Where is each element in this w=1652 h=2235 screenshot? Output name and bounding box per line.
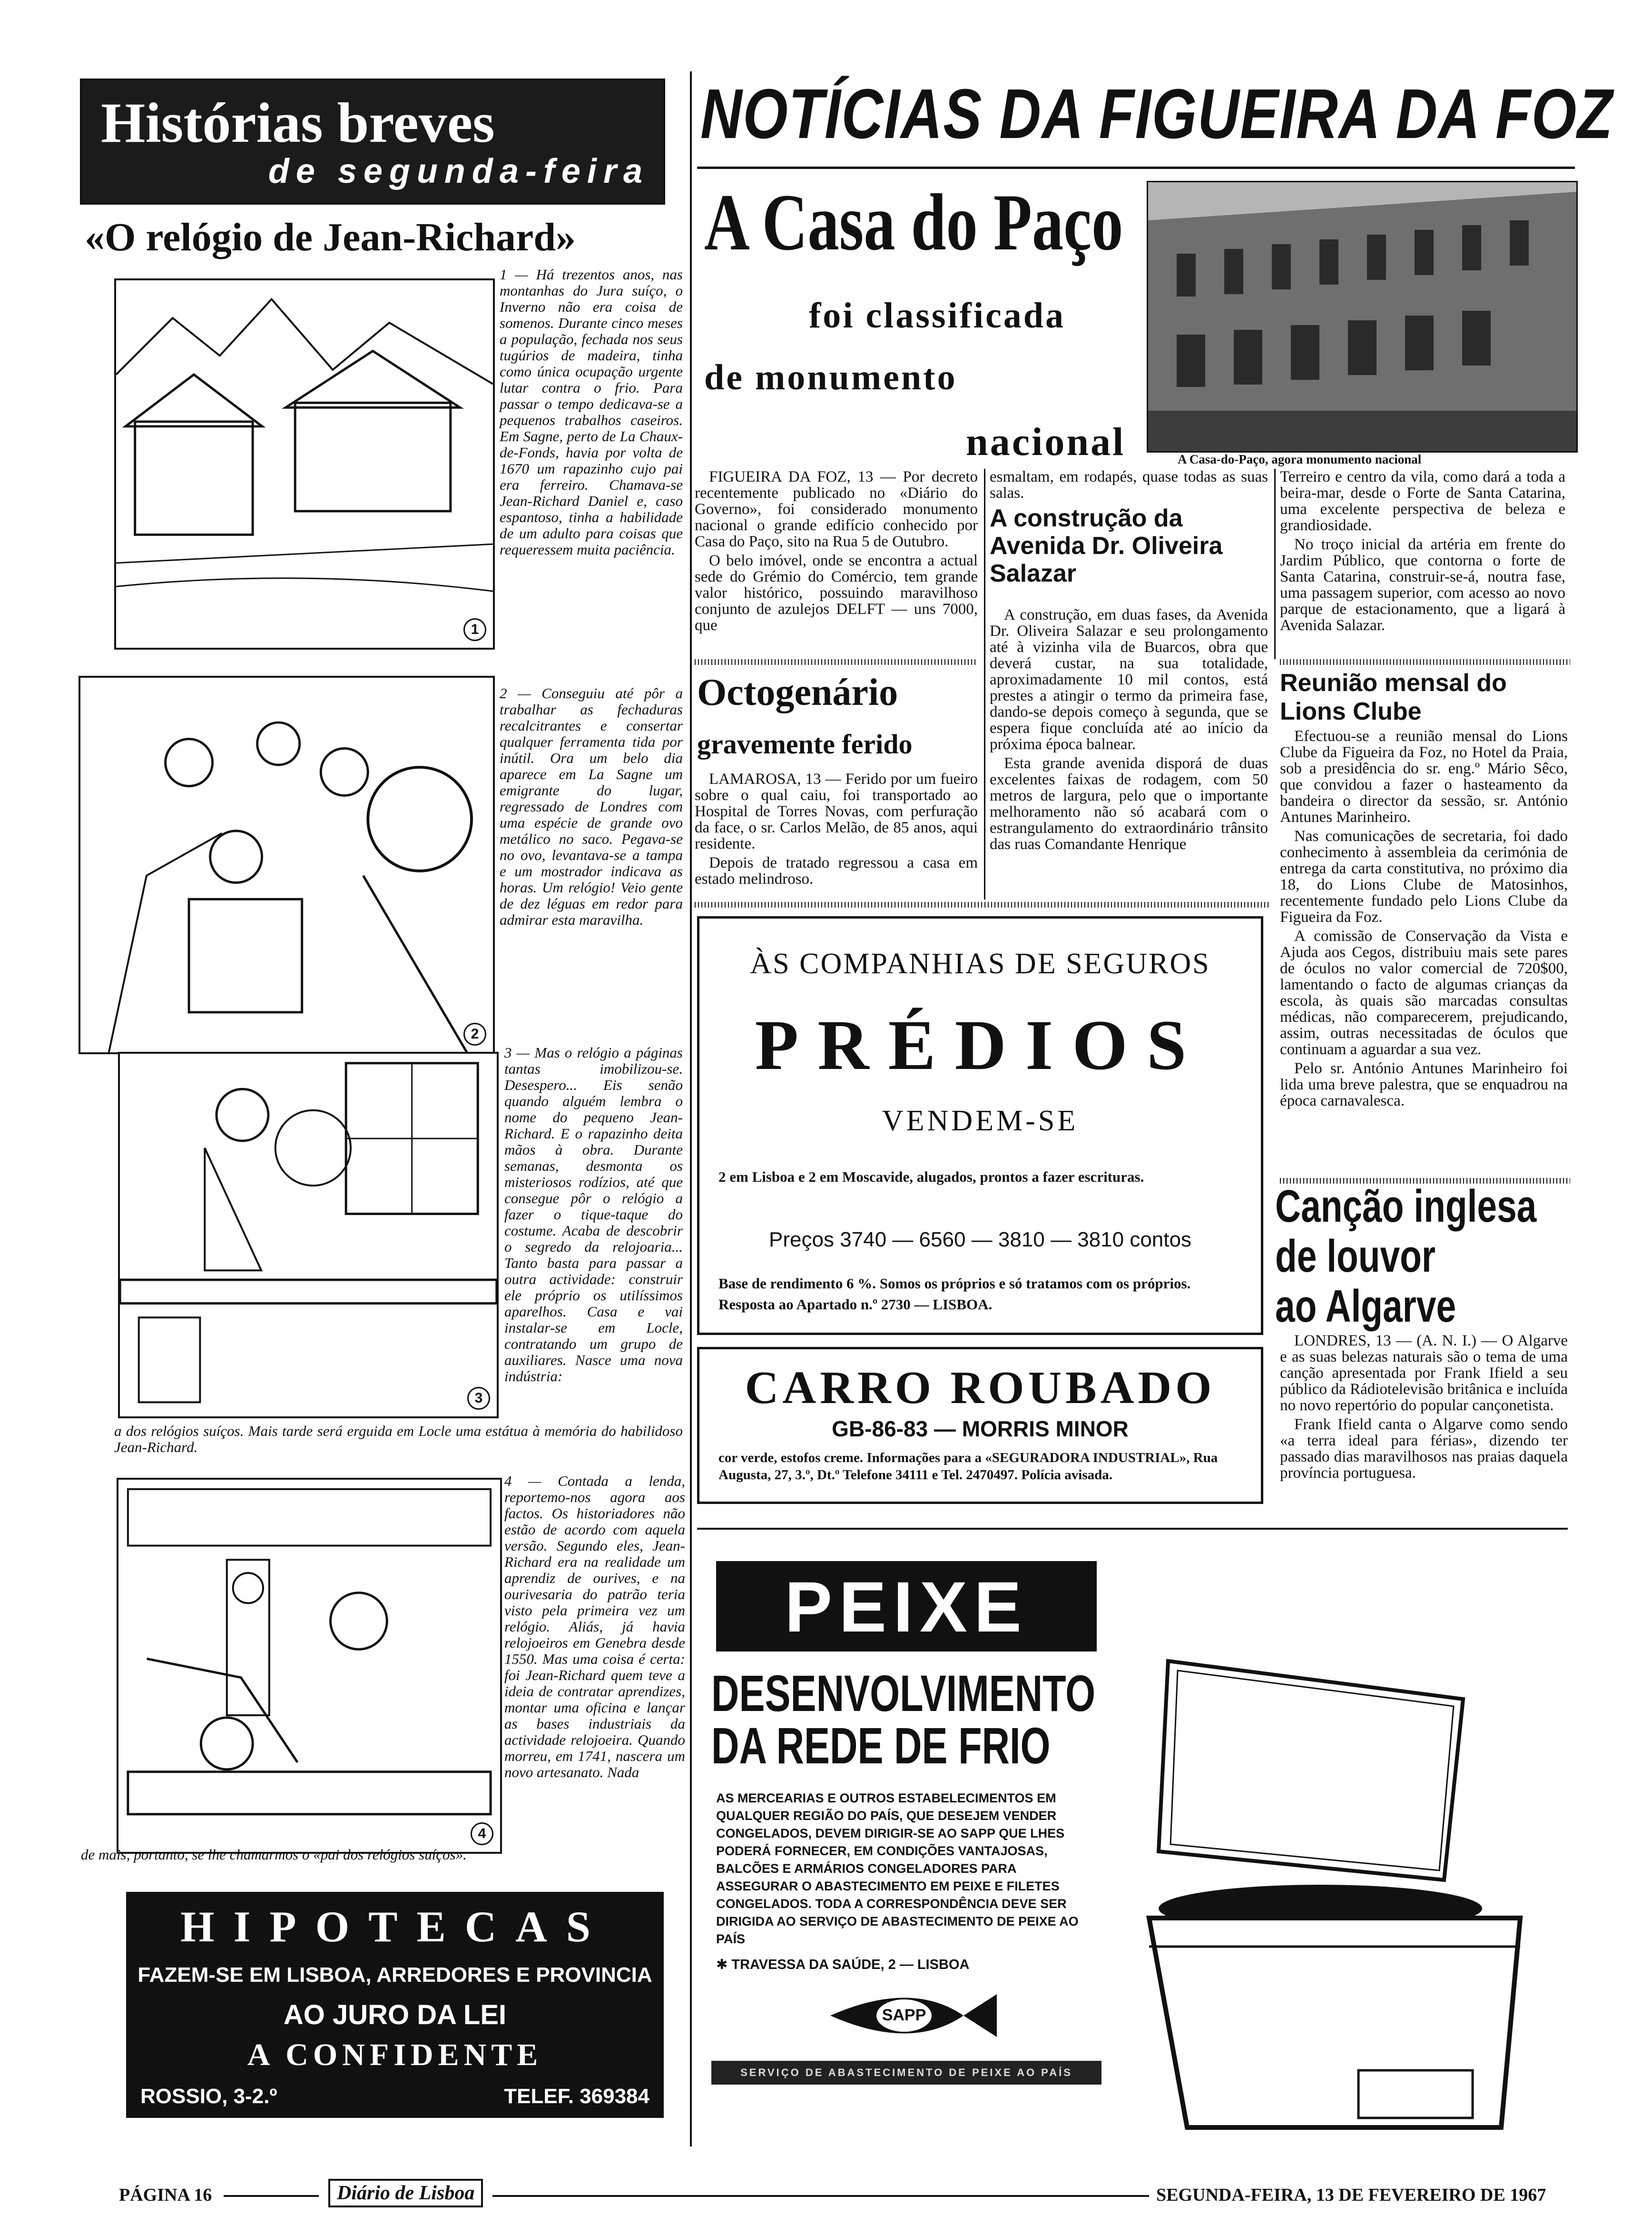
carro-body: cor verde, estofos creme. Informações para a «SEGURADORA INDUSTRIAL», Rua Augusta, 27, 3.º, Dt.º Telefone 34111 e Tel. 2470497. Polícia avisada.: [718, 1450, 1218, 1483]
peixe-body: AS MERCEARIAS E OUTROS ESTABELECIMENTOS EM QUALQUER REGIÃO DO PAÍS, QUE DESEJEM VENDER CONGELADOS, DEVEM DIRIGIR-SE AO SAPP QUE LHES PODERÁ FORNECER, EM CONDIÇÕES VANTAJOSAS, BALCÕES E ARMÁRIOS CONGELADORES PARA ASSEGURAR O ABASTECIMENTO EM PEIXE E FILETES CONGELADOS. TODA A CORRESPONDÊNCIA DEVE SER DIRIGIDA AO SERVIÇO DE ABASTECIMENTO DE PEIXE AO PAÍS: [716, 1791, 1079, 1946]
casa-col3-p2: No troço inicial da artéria em frente do Jardim Público, que contorna o forte de Santa Catarina, construir-se-á, noutra fase, uma passagem superior, com acesso ao novo parque de estacionamento, que a ligará à Avenida Salazar.: [1280, 536, 1565, 634]
hipotecas-title: HIPOTECAS: [180, 1902, 610, 1951]
footer-date: SEGUNDA-FEIRA, 13 DE FEVEREIRO DE 1967: [1156, 2185, 1546, 2205]
workshop-image: [120, 1054, 497, 1416]
seguros-line3: VENDEM-SE: [882, 1105, 1079, 1137]
octo-body: [695, 771, 978, 890]
freezer-chest-icon: [1130, 1652, 1558, 2137]
hipotecas-line4: A CONFIDENTE: [247, 2037, 543, 2072]
panel-4-text: 4 — Contada a lenda, reportemo-nos agora aos factos. Os historiadores não estão de acordo com aquela versão. Segundo eles, Jean-Richard era na realidade um aprendiz de ourives, e na ourivesaria do patrão teria visto pela primeira vez um relógio. Aliás, já havia relojoeiros em Genebra desde 1550. Mas uma coisa é certa: foi Jean-Richard quem teve a ideia de contratar aprendizes, montar uma oficina e lançar as bases industriais da actividade relojoeira. Quando morreu, em 1741, nascera um novo artesanato. Nada: [504, 1473, 685, 1780]
casa-sub1: foi classificada: [809, 296, 1065, 336]
series-banner-line2: de segunda-feira: [268, 152, 649, 190]
seguros-line6: Base de rendimento 6 %. Somos os próprios e só tratamos com os próprios. Resposta ao Apartado n.º 2730 — LISBOA.: [718, 1275, 1191, 1313]
series-banner-line1: Histórias breves: [101, 91, 495, 154]
hipotecas-tel: TELEF. 369384: [504, 2085, 649, 2108]
casa-sub3: nacional: [966, 420, 1126, 464]
cancao-body-p1: LONDRES, 13 — (A. N. I.) — O Algarve e as suas belezas naturais são o tema de uma canção apresentada por Frank Ifield a seu público da Rádiotelevisão britânica e incluída no novo repertório do popular cançonetista.: [1280, 1332, 1568, 1414]
carro-title: CARRO ROUBADO: [745, 1362, 1216, 1414]
building-photo: [1148, 182, 1576, 451]
avenida-body: [990, 607, 1268, 855]
cancao-body-p2: Frank Ifield canta o Algarve como sendo «a terra ideal para férias», dizendo ter passado dias maravilhosos nas praias daquela província portuguesa.: [1280, 1416, 1568, 1482]
peixe-addr: [716, 1956, 969, 1973]
story-title: «O relógio de Jean-Richard»: [85, 215, 576, 259]
peixe-addr-text: TRAVESSA DA SAÚDE, 2 — LISBOA: [731, 1957, 970, 1972]
panel-3-caption: a dos relógios suíços. Mais tarde será erguida em Locle uma estátua à memória do habilidoso Jean-Richard.: [114, 1423, 683, 1455]
seguros-line2: PRÉDIOS: [755, 1006, 1206, 1085]
lions-title: Reunião mensal do Lions Clube: [1280, 669, 1507, 725]
carro-plate: GB-86-83 — MORRIS MINOR: [832, 1416, 1129, 1441]
asterisk-icon: ✱: [716, 1957, 732, 1972]
octo-body-p1: LAMAROSA, 13 — Ferido por um fueiro sobre o qual caiu, foi transportado ao Hospital de Torres Novas, com perfuração da face, o sr. Carlos Melão, de 85 anos, aqui residente.: [695, 771, 978, 852]
mountain-chalet-image: [116, 280, 493, 648]
sapp-logo-text: SAPP: [882, 2006, 926, 2024]
peixe-footer-text: SERVIÇO DE ABASTECIMENTO DE PEIXE AO PAÍS: [740, 2067, 1072, 2078]
panel-number: 1: [463, 618, 486, 641]
masthead-title: NOTÍCIAS DA FIGUEIRA DA FOZ: [700, 75, 1613, 153]
series-banner: [80, 79, 665, 205]
cancao-title-3: ao Algarve: [1275, 1281, 1456, 1332]
panel-4-illustration: [117, 1478, 502, 1854]
peixe-ad: [702, 1561, 1568, 2146]
casa-body: [695, 469, 978, 636]
sapp-logo: [821, 1980, 1002, 2051]
peixe-title: PEIXE: [785, 1567, 1028, 1647]
lions-body: [1280, 728, 1568, 1112]
panel-1-text: 1 — Há trezentos anos, nas montanhas do Jura suíço, o Inverno não era coisa de somenos. Durante cinco meses a população, fechada nos seus tugúrios de madeira, tinha como única ocupação urgente lutar contra o frio. Para passar o tempo dedicava-se a pequenos trabalhos caseiros. Em Sagne, perto de La Chaux-de-Fonds, havia por volta de 1670 um rapazinho cujo pai era ferreiro. Chamava-se Jean-Richard Daniel e, caso espantoso, tinha a habilidade de um adulto para coisas que requeressem muita paciência.: [500, 266, 683, 558]
seguros-line4: 2 em Lisboa e 2 em Moscavide, alugados, prontos a fazer escrituras.: [718, 1168, 1144, 1185]
seguros-line1: ÀS COMPANHIAS DE SEGUROS: [750, 948, 1210, 980]
casa-sub2: de monumento: [704, 357, 957, 397]
lions-body-p4: Pelo sr. António Antunes Marinheiro foi lida uma breve palestra, que se enquadrou na época carnavalesca.: [1280, 1060, 1568, 1109]
casa-photo: [1147, 181, 1578, 453]
footer-paper-name: Diário de Lisboa: [328, 2179, 483, 2207]
cancao-body: [1280, 1333, 1568, 1484]
freezer-image: [1130, 1652, 1558, 2137]
panel-3-text: 3 — Mas o relógio a páginas tantas imobilizou-se. Desespero... Eis senão quando alguém lembra o nome do pequeno Jean-Richard. E o rapazinho deita mãos à obra. Durante semanas, desmonta os misteriosos rodízios, até que consegue pôr o relógio a fazer o tique-taque do costume. Acaba de descobrir o segredo da relojoaria... Tanto basta para passar a outra actividade: construir ele próprio os utilíssimos aparelhos. Casa e vai instalar-se em Locle, contratando um grupo de auxiliares. Nasce uma nova indústria:: [504, 1044, 683, 1385]
avenida-title: A construção da Avenida Dr. Oliveira Salazar: [990, 504, 1223, 587]
panel-number: 3: [467, 1387, 490, 1410]
lions-body-p1: Efectuou-se a reunião mensal do Lions Clube da Figueira da Foz, no Hotel da Praia, sob a presidência do sr. eng.º Mário Sêco, que convidou a fazer o hasteamento da bandeira o director da sessão, sr. António Antunes Marinheiro.: [1280, 728, 1568, 826]
seguros-prices: Preços 3740 — 6560 — 3810 — 3810 contos: [769, 1228, 1191, 1251]
casa-title: A Casa do Paço: [704, 178, 1123, 267]
hipotecas-line3: AO JURO DA LEI: [283, 1999, 507, 2030]
peixe-head1: DESENVOLVIMENTO: [711, 1664, 1096, 1722]
octo-subtitle: gravemente ferido: [697, 729, 913, 760]
cancao-title-2: de louvor: [1275, 1231, 1436, 1282]
panel-2-illustration: [79, 676, 495, 1054]
avenida-body-p1: A construção, em duas fases, da Avenida Dr. Oliveira Salazar e seu prolongamento até à vizinha vila de Buarcos, obra que deverá custar, na sua totalidade, aproximadamente 10 mil contos, está prestes a atingir o termo da primeira fase, dando-se depois começo à segunda, que se espera fique concluída até ao início da próxima época balnear.: [990, 606, 1268, 753]
panel-number: 4: [471, 1822, 493, 1845]
octo-body-p2: Depois de tratado regressou a casa em estado melindroso.: [695, 854, 978, 888]
casa-body-p2: O belo imóvel, onde se encontra a actual sede do Grémio do Comércio, tem grande valor histórico, possuindo maravilhoso conjunto de azulejos DELFT — uns 7000, que: [695, 552, 978, 634]
casa-col3-p1: Terreiro e centro da vila, como dará a toda a beira-mar, desde o Forte de Santa Catarina, uma excelente perspectiva de beleza e grandiosidade.: [1280, 468, 1565, 534]
hipotecas-ad: [126, 1892, 664, 2118]
footer-page-number: PÁGINA 16: [119, 2185, 212, 2205]
clockmaker-apprentices-image: [118, 1480, 500, 1852]
panel-4-caption: de mais, portanto, se lhe chamarmos o «pai dos relógios suíços».: [81, 1846, 467, 1863]
casa-continued: esmaltam, em rodapés, quase todas as suas salas.: [990, 468, 1268, 502]
hipotecas-line2: FAZEM-SE EM LISBOA, ARREDORES E PROVINCIA: [138, 1963, 652, 1987]
peixe-footer-bar: [711, 2061, 1101, 2085]
panel-2-text: 2 — Conseguiu até pôr a trabalhar as fechaduras recalcitrantes e consertar qualquer ferramenta tida por inútil. Ora um belo dia aparece em La Sagne um emigrante do lugar, regressado de Londres com uma espécie de grande ovo metálico no saco. Pegava-se no ovo, levantava-se a tampa e um mostrador indicava as horas. Um relógio! Veio gente de dez léguas em redor para admirar esta maravilha.: [500, 685, 683, 928]
lions-body-p3: A comissão de Conservação da Vista e Ajuda aos Cegos, distribuiu mais sete pares de óculos no valor comercial de 720$00, lamentando o facto de algumas crianças da escola, às quais são marcadas consultas médicas, não comparecerem, prejudicando, assim, outras necessitadas de óculos que continuam a aguardar a sua vez.: [1280, 928, 1568, 1058]
casa-body-p1: FIGUEIRA DA FOZ, 13 — Por decreto recentemente publicado no «Diário do Governo», foi considerado monumento nacional o grande edifício conhecido por Casa do Paço, sito na Rua 5 de Outubro.: [695, 468, 978, 550]
octo-title: Octogenário: [697, 672, 898, 713]
peixe-head2: DA REDE DE FRIO: [711, 1717, 1051, 1774]
peixe-title-block: [716, 1561, 1097, 1652]
panel-number: 2: [463, 1023, 486, 1046]
hipotecas-addr: ROSSIO, 3-2.º: [140, 2085, 277, 2108]
casa-photo-caption: A Casa-do-Paço, agora monumento nacional: [1178, 452, 1422, 466]
village-crowd-image: [80, 678, 493, 1052]
panel-3-illustration: [118, 1052, 499, 1418]
seguros-ad: [697, 916, 1263, 1335]
lions-body-p2: Nas comunicações de secretaria, foi dado conhecimento à assembleia da cerimónia de entrega da carta constitutiva, no próximo dia 18, do Lions Clube de Matosinhos, recentemente fundado pelo Lions Clube da Figueira da Foz.: [1280, 828, 1568, 926]
casa-col3: [1280, 469, 1565, 636]
cancao-title-1: Canção inglesa: [1275, 1181, 1537, 1232]
panel-1-illustration: [114, 278, 495, 650]
carro-ad: [697, 1347, 1263, 1504]
avenida-body-p2: Esta grande avenida disporá de duas excelentes faixas de rodagem, com 50 metros de largura, pelo que o importante melhoramento não só acabará com o estrangulamento do extraordinário trânsito das ruas Comandante Henrique: [990, 755, 1268, 853]
